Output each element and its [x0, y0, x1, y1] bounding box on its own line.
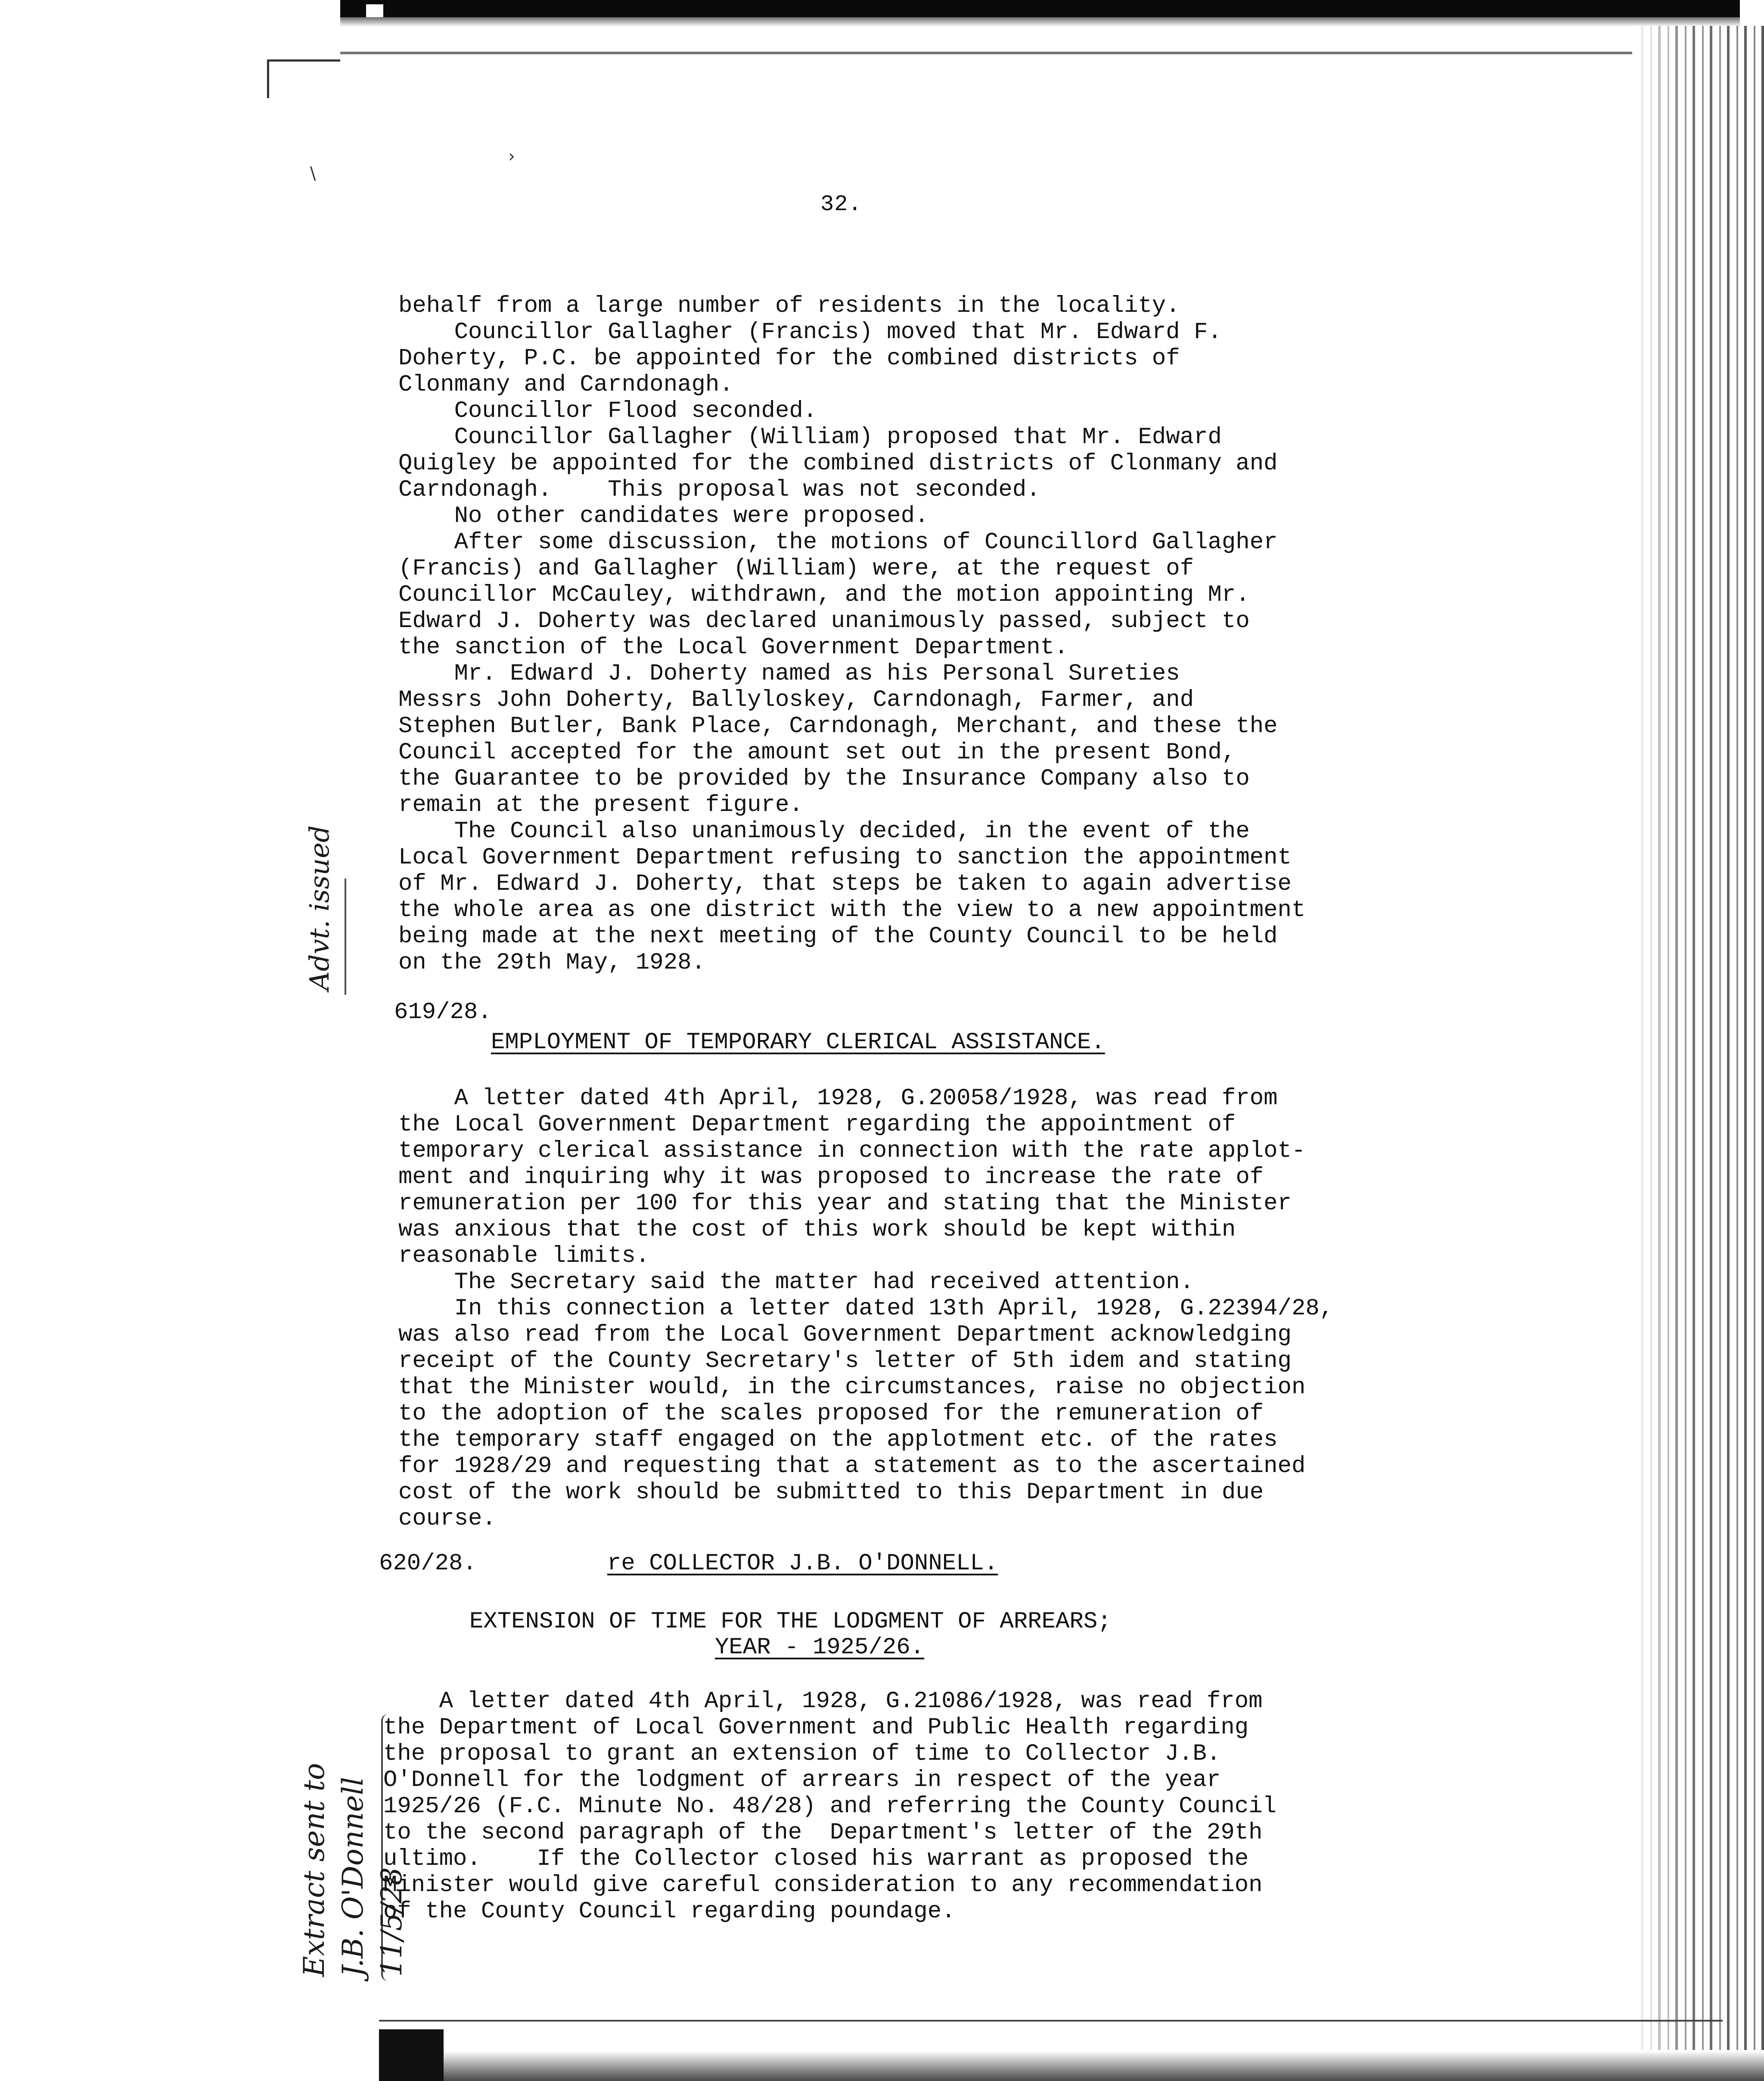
text-line: In this connection a letter dated 13th April, 1928, G.22394/28, — [398, 1295, 1334, 1322]
top-page-rule — [340, 52, 1632, 54]
text-line: the temporary staff engaged on the applotment etc. of the rates — [398, 1427, 1278, 1453]
text-line: to the adoption of the scales proposed for the remuneration of — [398, 1401, 1264, 1427]
text-line: the Department of Local Government and Public Health regarding — [383, 1714, 1249, 1741]
right-page-stack-fade — [1635, 26, 1764, 2050]
margin-note-rule — [345, 879, 346, 995]
scan-speck: › — [508, 146, 515, 166]
text-line: the proposal to grant an extension of time to Collector J.B. — [383, 1741, 1221, 1767]
scan-speck: \ — [310, 164, 316, 183]
margin-note-extract-line-2: J.B. O'Donnell — [336, 1777, 370, 1977]
text-line: Councillor Gallagher (Francis) moved that Mr. Edward F. — [398, 319, 1222, 345]
top-scan-gap — [366, 4, 383, 17]
section-body-619 — [398, 1085, 1449, 1532]
text-line: A letter dated 4th April, 1928, G.21086/1928, was read from — [383, 1688, 1263, 1714]
top-scan-edge — [340, 0, 1740, 27]
text-line: the Local Government Department regarding the appointment of — [398, 1112, 1236, 1138]
text-line: behalf from a large number of residents in the locality. — [398, 293, 1180, 319]
text-line: course. — [398, 1506, 496, 1532]
corner-rule — [267, 59, 340, 62]
section-heading-619: EMPLOYMENT OF TEMPORARY CLERICAL ASSISTANCE. — [491, 1029, 1105, 1056]
text-line: The Council also unanimously decided, in the event of the — [398, 818, 1250, 845]
text-line: No other candidates were proposed. — [398, 503, 929, 529]
page-number: 32. — [820, 192, 862, 217]
bottom-binding-block — [379, 2029, 444, 2081]
text-line: Clonmany and Carndonagh. — [398, 372, 733, 398]
corner-rule-vertical — [267, 59, 269, 98]
binding-edge — [0, 0, 47, 2081]
text-line: the whole area as one district with the view to a new appointment — [398, 897, 1306, 923]
text-line: for 1928/29 and requesting that a statement as to the ascertained — [398, 1453, 1306, 1479]
text-line: being made at the next meeting of the County Council to be held — [398, 923, 1278, 950]
text-line: receipt of the County Secretary's letter of 5th idem and stating — [398, 1348, 1292, 1374]
section-subheading-620-a: EXTENSION OF TIME FOR THE LODGMENT OF ARREARS; — [469, 1609, 1112, 1635]
text-line: O'Donnell for the lodgment of arrears in respect of the year — [383, 1767, 1221, 1793]
text-line: ment and inquiring why it was proposed to increase the rate of — [398, 1164, 1264, 1190]
text-line: Mr. Edward J. Doherty named as his Personal Sureties — [398, 661, 1180, 687]
text-line: Edward J. Doherty was declared unanimously passed, subject to — [398, 608, 1250, 634]
text-line: Quigley be appointed for the combined districts of Clonmany and — [398, 450, 1278, 477]
text-line: of Mr. Edward J. Doherty, that steps be taken to again advertise — [398, 871, 1292, 897]
section-ref-620: 620/28. — [379, 1550, 477, 1577]
text-line: Councillor Gallagher (William) proposed that Mr. Edward — [398, 424, 1222, 450]
section-heading-620: re COLLECTOR J.B. O'DONNELL. — [607, 1550, 998, 1577]
text-line: that the Minister would, in the circumstances, raise no objection — [398, 1374, 1306, 1401]
text-line: on the 29th May, 1928. — [398, 950, 705, 976]
text-line: temporary clerical assistance in connection with the rate applot- — [398, 1138, 1306, 1164]
margin-note-extract — [295, 1763, 411, 1977]
intro-paragraphs — [398, 293, 1449, 976]
text-line: of the County Council regarding poundage. — [383, 1898, 956, 1925]
text-line: the Guarantee to be provided by the Insurance Company also to — [398, 766, 1250, 792]
text-line: Local Government Department refusing to sanction the appointment — [398, 845, 1292, 871]
text-line: Doherty, P.C. be appointed for the combined districts of — [398, 345, 1180, 372]
margin-note-extract-line-1: Extract sent to — [298, 1763, 331, 1977]
text-line: to the second paragraph of the Department's letter of the 29th — [383, 1820, 1263, 1846]
section-body-620 — [383, 1688, 1434, 1925]
text-line: The Secretary said the matter had received attention. — [398, 1269, 1194, 1295]
text-line: reasonable limits. — [398, 1243, 650, 1269]
text-line: After some discussion, the motions of Councillord Gallagher — [398, 529, 1278, 556]
section-subheading-620-b: YEAR - 1925/26. — [715, 1634, 925, 1661]
text-line: Messrs John Doherty, Ballyloskey, Carndonagh, Farmer, and — [398, 687, 1194, 713]
text-line: 1925/26 (F.C. Minute No. 48/28) and referring the County Council — [383, 1793, 1276, 1820]
text-line: A letter dated 4th April, 1928, G.20058/1928, was read from — [398, 1085, 1278, 1112]
text-line: remain at the present figure. — [398, 792, 803, 818]
margin-note-advertised: Advt. issued — [304, 825, 335, 991]
text-line: Stephen Butler, Bank Place, Carndonagh, Merchant, and these the — [398, 713, 1278, 739]
bottom-scan-edge — [379, 2051, 1764, 2081]
text-line: was anxious that the cost of this work should be kept within — [398, 1217, 1236, 1243]
text-line: cost of the work should be submitted to this Department in due — [398, 1479, 1264, 1506]
bottom-page-rule — [379, 2020, 1723, 2022]
text-line: was also read from the Local Government Department acknowledging — [398, 1322, 1292, 1348]
text-line: Councillor McCauley, withdrawn, and the motion appointing Mr. — [398, 582, 1250, 608]
text-line: Councillor Flood seconded. — [398, 398, 817, 424]
text-line: the sanction of the Local Government Department. — [398, 634, 1068, 661]
text-line: Carndonagh. This proposal was not seconded. — [398, 477, 1040, 503]
text-line: remuneration per 100 for this year and stating that the Minister — [398, 1190, 1292, 1217]
text-line: (Francis) and Gallagher (William) were, at the request of — [398, 556, 1194, 582]
section-ref-619: 619/28. — [394, 999, 492, 1025]
text-line: Minister would give careful consideration to any recommendation — [383, 1872, 1263, 1898]
margin-note-extract-line-3: 11/5/28 — [375, 1867, 408, 1977]
text-line: ultimo. If the Collector closed his warrant as proposed the — [383, 1846, 1249, 1872]
text-line: Council accepted for the amount set out in the present Bond, — [398, 739, 1236, 766]
